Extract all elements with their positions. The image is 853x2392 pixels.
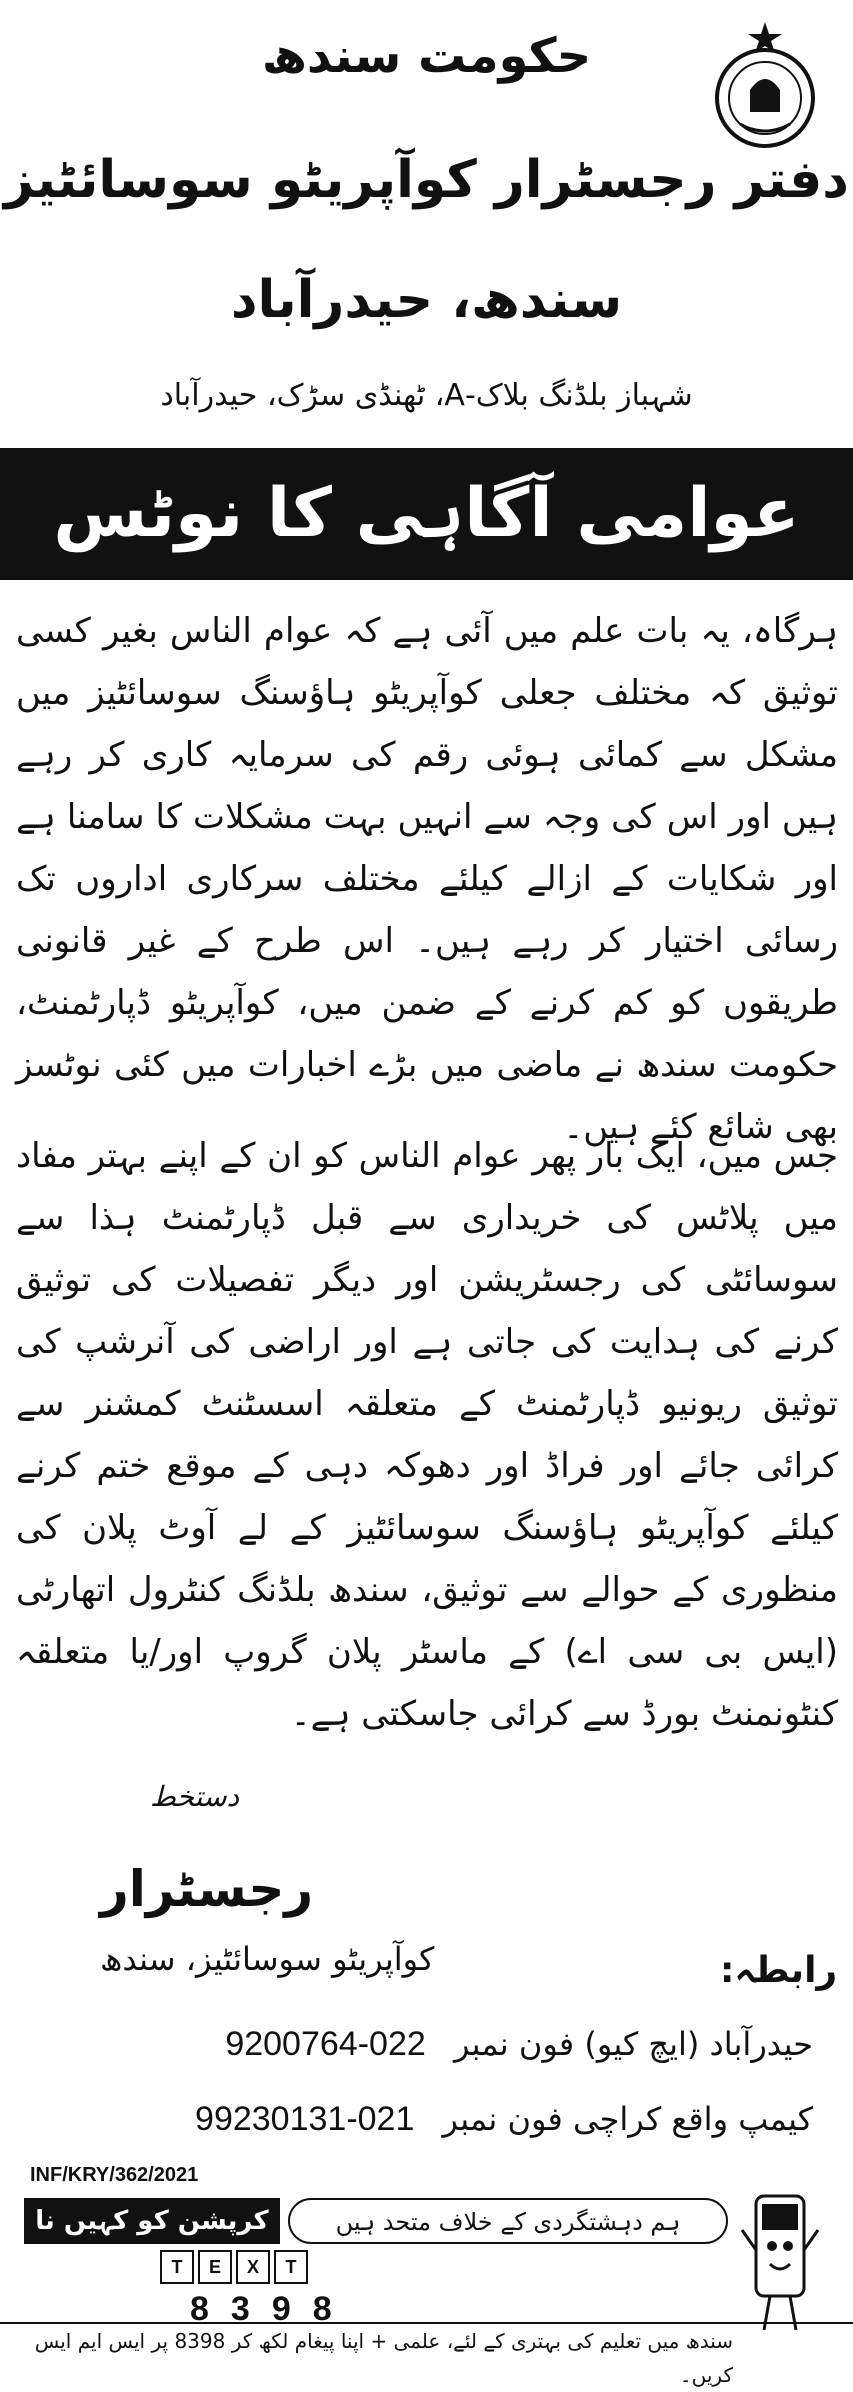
anti-terrorism-banner: ہم دہشتگردی کے خلاف متحد ہیں — [288, 2198, 728, 2244]
contact-karachi-label: کیمپ واقع کراچی فون نمبر — [442, 2100, 813, 2138]
contact-hyderabad-label: حیدرآباد (ایچ کیو) فون نمبر — [453, 2025, 813, 2063]
sms-text-letter: E — [198, 2250, 232, 2284]
sms-text-label — [160, 2250, 320, 2288]
contact-hyderabad-number: 022-9200764 — [225, 2025, 426, 2063]
notice-paragraph-2: جس میں، ایک بار پھر عوام الناس کو ان کے اپنے بہتر مفاد میں پلاٹس کی خریداری سے قبل ڈپارٹمنٹ ہذا سے سوسائٹی کی رجسٹریشن اور دیگر تفصیلات کی توثیق کرنے کی ہدایت کی جاتی ہے اور اراضی کی آنرشپ کی توثیق ریونیو ڈپارٹمنٹ کے متعلقہ اسسٹنٹ کمشنر سے کرائی جائے اور فراڈ اور دھوکہ دہی کے موقع ختم کرنے کیلئے کوآپریٹو ہاؤسنگ سوسائٹیز کے لے آوٹ پلان کی منظوری کے حوالے سے توثیق، سندھ بلڈنگ کنٹرول اتھارٹی (ایس بی سی اے) کے ماسٹر پلان گروپ اور/یا متعلقہ کنٹونمنٹ بورڈ سے کرائی جاسکتی ہے۔ — [16, 1136, 838, 1734]
education-sms-footer: سندھ میں تعلیم کی بہتری کے لئے، علمی + اپنا پیغام لکھ کر 8398 پر ایس ایم ایس کریں۔ — [0, 2322, 853, 2354]
sms-text-letter: X — [236, 2250, 270, 2284]
office-address: شہباز بلڈنگ بلاک-A، ٹھنڈی سڑک، حیدرآباد — [160, 378, 693, 413]
anti-corruption-banner: کرپشن کو کہیں نا — [24, 2198, 280, 2244]
contact-hyderabad — [225, 2025, 813, 2064]
sms-short-code: 8398 — [190, 2290, 354, 2328]
office-name: دفتر رجسٹرار کوآپریٹو سوسائٹیز — [4, 150, 849, 210]
contact-karachi — [195, 2100, 813, 2139]
notice-title: عوامی آگاہی کا نوٹس — [0, 448, 853, 580]
contact-label: رابطہ: — [720, 1950, 838, 1991]
government-name: حکومت سندھ — [261, 28, 592, 84]
signature-label: دستخط — [150, 1780, 240, 1813]
reference-number: INF/KRY/362/2021 — [30, 2164, 199, 2186]
office-region: سندھ، حیدرآباد — [230, 270, 623, 330]
registrar-department: کوآپریٹو سوسائٹیز، سندھ — [100, 1940, 435, 1978]
mobile-phone-mascot-icon — [740, 2190, 820, 2340]
notice-paragraph-1: ہرگاہ، یہ بات علم میں آئی ہے کہ عوام الناس بغیر کسی توثیق کہ مختلف جعلی کوآپریٹو ہاؤسنگ سوسائٹیز میں مشکل سے کمائی ہوئی رقم کی سرمایہ کاری کر رہے ہیں اور اس کی وجہ سے انہیں بہت مشکلات کا سامنا ہے اور شکایات کے ازالے کیلئے مختلف سرکاری اداروں تک رسائی اختیار کر رہے ہیں۔ اس طرح کے غیر قانونی طریقوں کو کم کرنے کے ضمن میں، کوآپریٹو ڈپارٹمنٹ، حکومت سندھ نے ماضی میں بڑے اخبارات میں کئی نوٹسز بھی شائع کئے ہیں۔ — [16, 611, 838, 1147]
registrar-title: رجسٹرار — [100, 1860, 314, 1918]
sms-text-letter: T — [160, 2250, 194, 2284]
contact-karachi-number: 021-99230131 — [195, 2100, 415, 2138]
sms-text-letter: T — [274, 2250, 308, 2284]
